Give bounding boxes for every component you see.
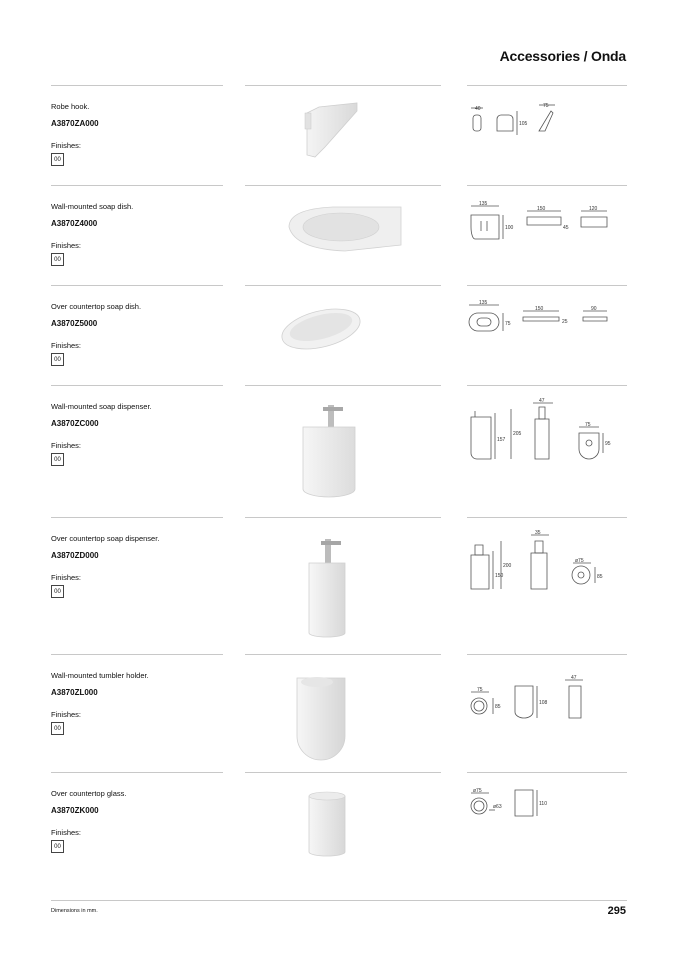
divider bbox=[51, 285, 223, 286]
dim-label: ø75 bbox=[575, 558, 584, 564]
wall-soap-dish-photo bbox=[245, 185, 441, 285]
wall-soap-dispenser-photo bbox=[245, 385, 441, 517]
dim-label: ø63 bbox=[493, 804, 502, 810]
counter-soap-dispenser-drawing bbox=[467, 517, 627, 654]
product-row-counter-soap-dish bbox=[51, 285, 627, 385]
product-name: Robe hook. bbox=[51, 102, 90, 111]
page-number: 295 bbox=[607, 905, 626, 917]
footer-note: Dimensions in mm. bbox=[51, 908, 98, 914]
robe-hook-drawing bbox=[467, 85, 627, 185]
dim-label: 110 bbox=[539, 801, 547, 807]
wall-tumbler-holder-drawing bbox=[467, 654, 627, 772]
finish-swatch[interactable]: 00 bbox=[51, 253, 64, 266]
dim-label: 75 bbox=[477, 687, 483, 693]
dim-label: 150 bbox=[537, 206, 546, 212]
divider bbox=[51, 85, 223, 86]
dim-label: 108 bbox=[539, 700, 548, 706]
product-row-counter-glass bbox=[51, 772, 627, 890]
dim-label: 40 bbox=[475, 106, 481, 112]
product-name: Wall-mounted soap dish. bbox=[51, 202, 134, 211]
divider bbox=[51, 185, 223, 186]
product-name: Over countertop soap dispenser. bbox=[51, 534, 160, 543]
dim-label: 75 bbox=[505, 321, 511, 327]
product-name: Over countertop glass. bbox=[51, 789, 127, 798]
finishes-label: Finishes: bbox=[51, 828, 82, 837]
dim-label: 105 bbox=[519, 121, 528, 127]
dim-label: 85 bbox=[495, 704, 501, 710]
dim-label: 135 bbox=[479, 201, 488, 207]
dim-label: 45 bbox=[563, 225, 569, 231]
wall-soap-dish-drawing bbox=[467, 185, 627, 285]
product-code: A3870ZA000 bbox=[51, 119, 99, 128]
wall-tumbler-holder-photo bbox=[245, 654, 441, 772]
finishes-label: Finishes: bbox=[51, 341, 82, 350]
product-name: Over countertop soap dish. bbox=[51, 302, 142, 311]
product-code: A3870ZD000 bbox=[51, 551, 99, 560]
product-code: A3870Z5000 bbox=[51, 319, 98, 328]
product-code: A3870ZC000 bbox=[51, 419, 99, 428]
dim-label: 75 bbox=[543, 103, 549, 109]
dim-label: 157 bbox=[497, 437, 506, 443]
finish-swatch[interactable]: 00 bbox=[51, 840, 64, 853]
dim-label: 47 bbox=[539, 398, 545, 404]
product-row-wall-tumbler-holder bbox=[51, 654, 627, 772]
divider bbox=[51, 385, 223, 386]
counter-soap-dish-drawing bbox=[467, 285, 627, 385]
product-row-wall-soap-dish bbox=[51, 185, 627, 285]
wall-soap-dispenser-drawing bbox=[467, 385, 627, 517]
dim-label: 100 bbox=[505, 225, 514, 231]
dim-label: 150 bbox=[535, 306, 544, 312]
dim-label: 205 bbox=[513, 431, 522, 437]
product-name: Wall-mounted tumbler holder. bbox=[51, 671, 149, 680]
finish-swatch[interactable]: 00 bbox=[51, 585, 64, 598]
divider bbox=[51, 654, 223, 655]
dim-label: 35 bbox=[535, 530, 541, 536]
counter-glass-drawing bbox=[467, 772, 627, 890]
finish-swatch[interactable]: 00 bbox=[51, 353, 64, 366]
product-name: Wall-mounted soap dispenser. bbox=[51, 402, 152, 411]
finish-swatch[interactable]: 00 bbox=[51, 153, 64, 166]
divider bbox=[51, 517, 223, 518]
divider bbox=[51, 772, 223, 773]
product-code: A3870ZK000 bbox=[51, 806, 99, 815]
dim-label: 75 bbox=[585, 422, 591, 428]
dim-label: 95 bbox=[605, 441, 611, 447]
finishes-label: Finishes: bbox=[51, 710, 82, 719]
product-code: A3870ZL000 bbox=[51, 688, 98, 697]
finishes-label: Finishes: bbox=[51, 573, 82, 582]
dim-label: 90 bbox=[591, 306, 597, 312]
dim-label: 150 bbox=[495, 573, 504, 579]
product-row-counter-soap-dispenser bbox=[51, 517, 627, 654]
finishes-label: Finishes: bbox=[51, 441, 82, 450]
dim-label: 120 bbox=[589, 206, 598, 212]
dim-label: 25 bbox=[562, 319, 568, 325]
dim-label: 135 bbox=[479, 300, 488, 306]
product-row-robe-hook bbox=[51, 85, 627, 185]
dim-label: 47 bbox=[571, 675, 577, 681]
product-row-wall-soap-dispenser bbox=[51, 385, 627, 517]
counter-glass-photo bbox=[245, 772, 441, 890]
finish-swatch[interactable]: 00 bbox=[51, 722, 64, 735]
dim-label: 85 bbox=[597, 574, 603, 580]
finishes-label: Finishes: bbox=[51, 141, 82, 150]
counter-soap-dish-photo bbox=[245, 285, 441, 385]
finish-swatch[interactable]: 00 bbox=[51, 453, 64, 466]
counter-soap-dispenser-photo bbox=[245, 517, 441, 654]
robe-hook-photo bbox=[245, 85, 441, 185]
dim-label: ø75 bbox=[473, 788, 482, 794]
dim-label: 200 bbox=[503, 563, 512, 569]
finishes-label: Finishes: bbox=[51, 241, 82, 250]
page-title: Accessories / Onda bbox=[499, 48, 626, 64]
product-code: A3870Z4000 bbox=[51, 219, 98, 228]
footer-divider bbox=[51, 900, 627, 901]
